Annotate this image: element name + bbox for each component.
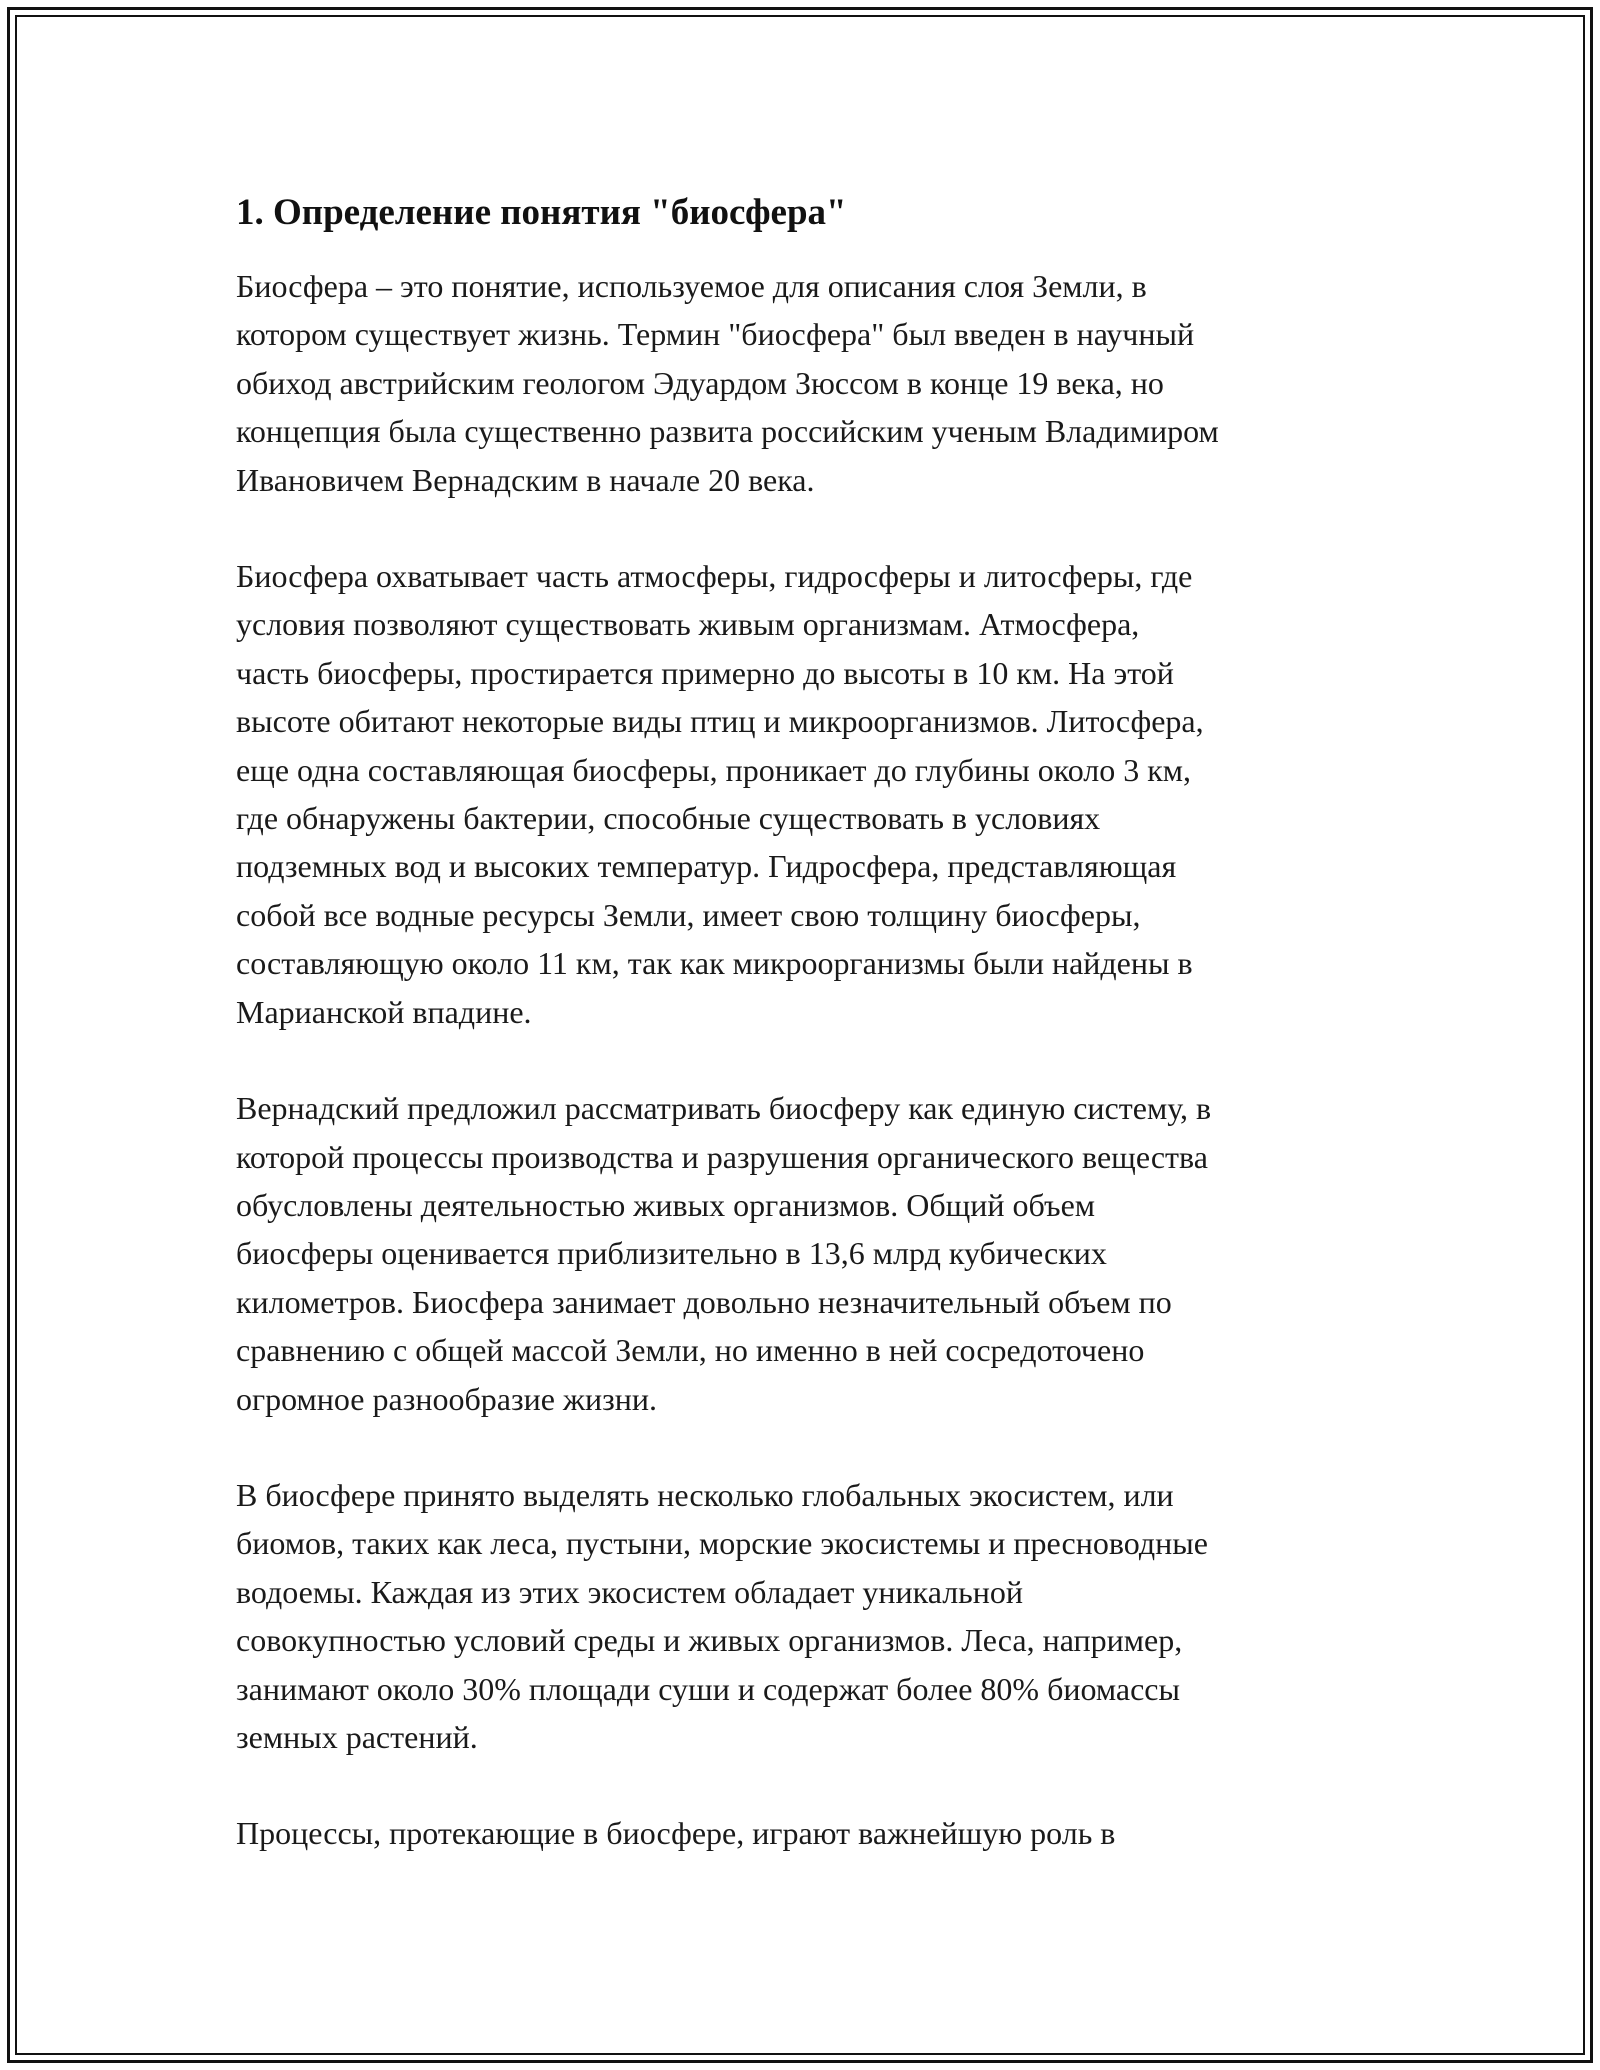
paragraph-biomes xyxy=(236,1471,1376,1761)
text-line: километров. Биосфера занимает довольно незначительный объем по xyxy=(236,1283,1172,1320)
text-line: занимают около 30% площади суши и содержат более 80% биомассы xyxy=(236,1670,1180,1707)
text-line: огромное разнообразие жизни. xyxy=(236,1380,658,1417)
text-line: котором существует жизнь. Термин "биосфера" был введен в научный xyxy=(236,316,1195,353)
text-line: В биосфере принято выделять несколько глобальных экосистем, или xyxy=(236,1476,1174,1513)
paragraph-definition xyxy=(236,262,1376,504)
text-line: подземных вод и высоких температур. Гидросфера, представляющая xyxy=(236,848,1177,885)
text-line: Биосфера – это понятие, используемое для описания слоя Земли, в xyxy=(236,268,1147,304)
text-line: биомов, таких как леса, пустыни, морские экосистемы и пресноводные xyxy=(236,1525,1208,1562)
text-line: Ивановичем Вернадским в начале 20 века. xyxy=(236,461,815,498)
text-line: земных растений. xyxy=(236,1718,478,1755)
text-line: Биосфера охватывает часть атмосферы, гидросферы и литосферы, где xyxy=(236,558,1193,595)
document-body xyxy=(236,190,1376,1906)
paragraph-processes xyxy=(236,1809,1376,1857)
text-line: часть биосферы, простирается примерно до высоты в 10 км. На этой xyxy=(236,654,1174,691)
text-line: где обнаружены бактерии, способные существовать в условиях xyxy=(236,800,1101,837)
text-line: биосферы оценивается приблизительно в 13,6 млрд кубических xyxy=(236,1235,1107,1272)
text-line: высоте обитают некоторые виды птиц и микроорганизмов. Литосфера, xyxy=(236,703,1204,740)
text-line: составляющую около 11 км, так как микроорганизмы были найдены в xyxy=(236,945,1193,982)
text-line: условия позволяют существовать живым организмам. Атмосфера, xyxy=(236,606,1140,643)
paragraph-spheres xyxy=(236,552,1376,1036)
paragraph-vernadsky xyxy=(236,1084,1376,1423)
text-line: совокупностью условий среды и живых организмов. Леса, например, xyxy=(236,1622,1183,1659)
text-line: Процессы, протекающие в биосфере, играют важнейшую роль в xyxy=(236,1815,1116,1852)
text-line: Марианской впадине. xyxy=(236,993,532,1030)
text-line: собой все водные ресурсы Земли, имеет свою толщину биосферы, xyxy=(236,896,1141,933)
section-heading: 1. Определение понятия "биосфера" xyxy=(236,192,847,233)
text-line: обусловлены деятельностью живых организмов. Общий объем xyxy=(236,1186,1096,1223)
text-line: водоемы. Каждая из этих экосистем обладает уникальной xyxy=(236,1573,1023,1610)
text-line: еще одна составляющая биосферы, проникает до глубины около 3 км, xyxy=(236,751,1192,788)
text-line: обиход австрийским геологом Эдуардом Зюссом в конце 19 века, но xyxy=(236,364,1164,401)
text-line: концепция была существенно развита российским ученым Владимиром xyxy=(236,413,1219,450)
text-line: Вернадский предложил рассматривать биосферу как единую систему, в xyxy=(236,1090,1212,1127)
text-line: которой процессы производства и разрушения органического вещества xyxy=(236,1138,1208,1175)
text-line: сравнению с общей массой Земли, но именно в ней сосредоточено xyxy=(236,1332,1145,1369)
